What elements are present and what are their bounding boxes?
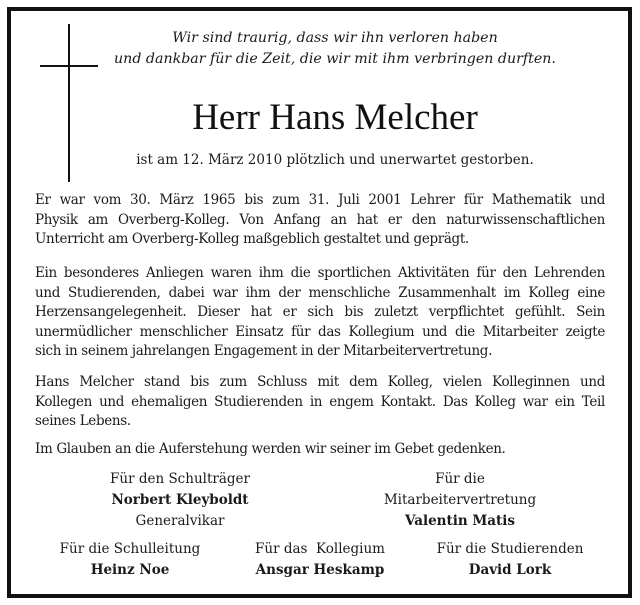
signature-role: Für das Kollegium — [255, 541, 385, 557]
signature-studierende — [420, 539, 600, 581]
signature-role: Für die — [435, 471, 485, 487]
paragraph-contact — [35, 373, 605, 432]
cross-icon — [68, 24, 70, 182]
paragraph-line: Im Glauben an die Auferstehung werden wir seiner im Gebet gedenken. — [35, 441, 506, 457]
paragraph-career — [35, 191, 605, 250]
motto-line-1: Wir sind traurig, dass wir ihn verloren haben — [172, 30, 498, 46]
signature-role: Für die Studierenden — [436, 541, 584, 557]
paragraph-line: Herzensangelegenheit. Dieser hat er sich bis zuletzt verpflichtet gefühlt. Sein — [35, 304, 605, 320]
paragraph-engagement — [35, 264, 605, 362]
signature-name: Heinz Noe — [90, 562, 170, 578]
paragraph-faith — [35, 440, 605, 460]
paragraph-line: unermüdlicher menschlicher Einsatz für das Kollegium und die Mitarbeiter zeigte — [35, 323, 605, 340]
deceased-name: Herr Hans Melcher — [192, 97, 478, 138]
paragraph-line: Ein besonderes Anliegen waren ihm die sportlichen Aktivitäten für den Lehrenden — [35, 265, 605, 281]
signature-title: Generalvikar — [135, 513, 225, 529]
signature-name: Norbert Kleyboldt — [111, 492, 249, 508]
signature-role: Für den Schulträger — [110, 471, 250, 487]
signature-kollegium — [235, 539, 405, 581]
paragraph-line: Hans Melcher stand bis zum Schluss mit dem Kolleg, vielen Kolleginnen und — [35, 374, 605, 390]
paragraph-line: und Studierenden, dabei war ihm der menschliche Zusammenhalt im Kolleg eine — [35, 284, 605, 301]
signature-name: Ansgar Heskamp — [255, 562, 385, 578]
paragraph-line: Unterricht am Overberg-Kolleg maßgeblich gestaltet und geprägt. — [35, 231, 469, 247]
paragraph-line: Physik am Overberg-Kolleg. Von Anfang an hat er den naturwissenschaftlichen — [35, 211, 605, 228]
signature-name: David Lork — [468, 562, 552, 578]
death-notice: ist am 12. März 2010 plötzlich und unerwartet gestorben. — [136, 152, 534, 168]
motto-line-2: und dankbar für die Zeit, die wir mit ihm verbringen durften. — [114, 51, 556, 67]
signature-mav — [370, 469, 550, 532]
paragraph-line: seines Lebens. — [35, 413, 131, 429]
signature-role: Für die Schulleitung — [59, 541, 201, 557]
signature-schulleitung — [45, 539, 215, 581]
signature-schultraeger — [95, 469, 265, 532]
signature-role: Mitarbeitervertretung — [383, 492, 537, 508]
paragraph-line: sich in seinem jahrelangen Engagement in der Mitarbeitervertretung. — [35, 343, 493, 359]
paragraph-line: Er war vom 30. März 1965 bis zum 31. Juli 2001 Lehrer für Mathematik und — [35, 192, 605, 208]
cross-icon-bar — [40, 65, 98, 67]
paragraph-line: Kollegen und ehemaligen Studierenden in engem Kontakt. Das Kolleg war ein Teil — [35, 393, 605, 410]
signature-name: Valentin Matis — [404, 513, 516, 529]
